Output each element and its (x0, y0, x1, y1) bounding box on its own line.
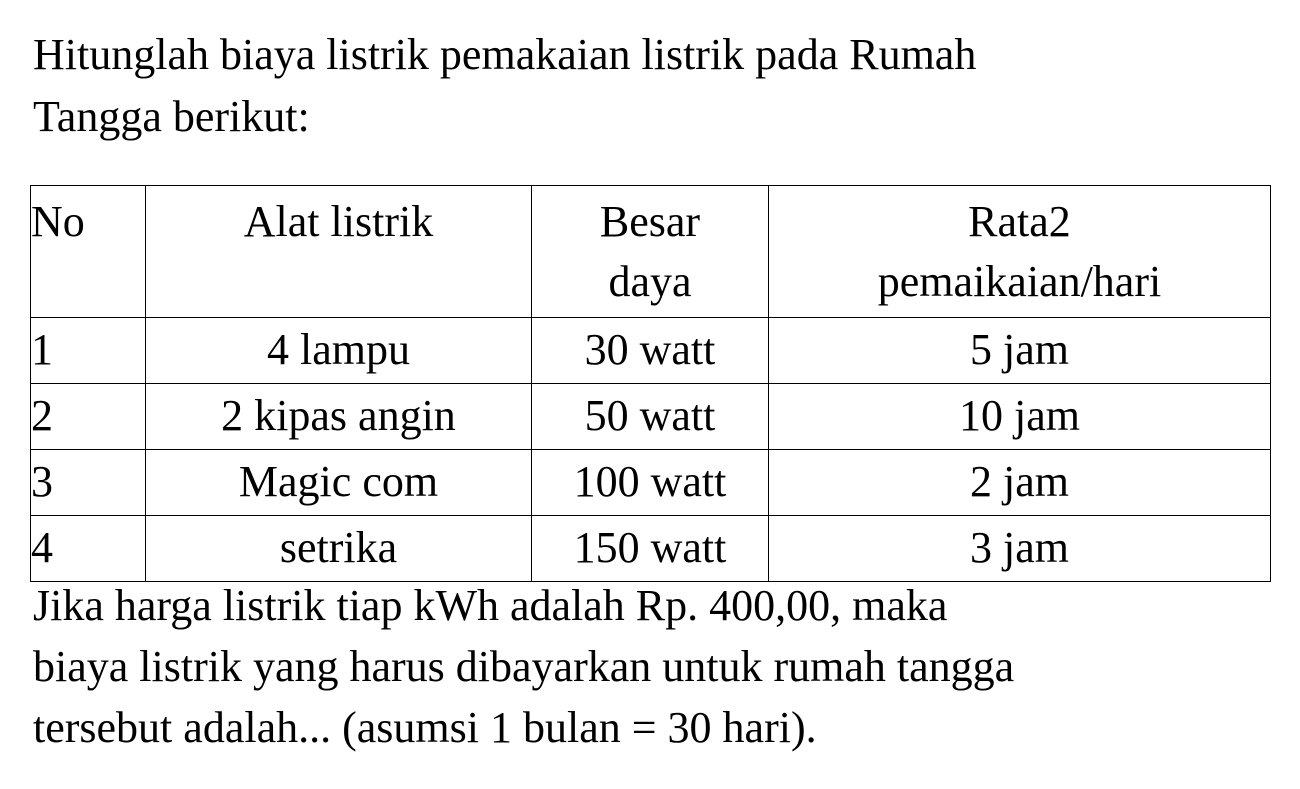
table-row (31, 318, 1271, 384)
header-rata-line-1: Rata2 (968, 197, 1071, 246)
cell-daya: 50 watt (532, 384, 769, 450)
outro-line-2: biaya listrik yang harus dibayarkan untuk rumah tangga (33, 642, 1015, 691)
cell-alat: Magic com (146, 450, 532, 516)
cell-jam: 3 jam (769, 516, 1271, 582)
cell-no: 2 (31, 384, 146, 450)
header-no: No (31, 186, 146, 318)
cell-daya: 150 watt (532, 516, 769, 582)
cell-no: 3 (31, 450, 146, 516)
cell-daya: 100 watt (532, 450, 769, 516)
cell-alat: setrika (146, 516, 532, 582)
header-rata-line-2: pemaikaian/hari (877, 257, 1162, 306)
header-rata-pemakaian (769, 186, 1271, 318)
cell-jam: 2 jam (769, 450, 1271, 516)
outro-line-1: Jika harga listrik tiap kWh adalah Rp. 400,00, maka (33, 581, 948, 630)
cell-alat: 4 lampu (146, 318, 532, 384)
intro-line-2: Tangga berikut: (33, 92, 310, 141)
cell-no: 1 (31, 318, 146, 384)
question-body (33, 575, 1263, 758)
header-besar-daya-line-2: daya (608, 257, 692, 306)
outro-line-3: tersebut adalah... (asumsi 1 bulan = 30 hari). (33, 703, 817, 752)
header-besar-daya (532, 186, 769, 318)
intro-line-1: Hitunglah biaya listrik pemakaian listrik pada Rumah (33, 30, 977, 79)
table-row (31, 450, 1271, 516)
cell-daya: 30 watt (532, 318, 769, 384)
table-row (31, 384, 1271, 450)
cell-no: 4 (31, 516, 146, 582)
question-intro (33, 24, 1253, 148)
cell-jam: 10 jam (769, 384, 1271, 450)
header-alat-listrik: Alat listrik (146, 186, 532, 318)
header-besar-daya-line-1: Besar (599, 197, 701, 246)
cell-alat: 2 kipas angin (146, 384, 532, 450)
appliance-table (30, 185, 1271, 582)
cell-jam: 5 jam (769, 318, 1271, 384)
table-header-row (31, 186, 1271, 318)
table-row (31, 516, 1271, 582)
